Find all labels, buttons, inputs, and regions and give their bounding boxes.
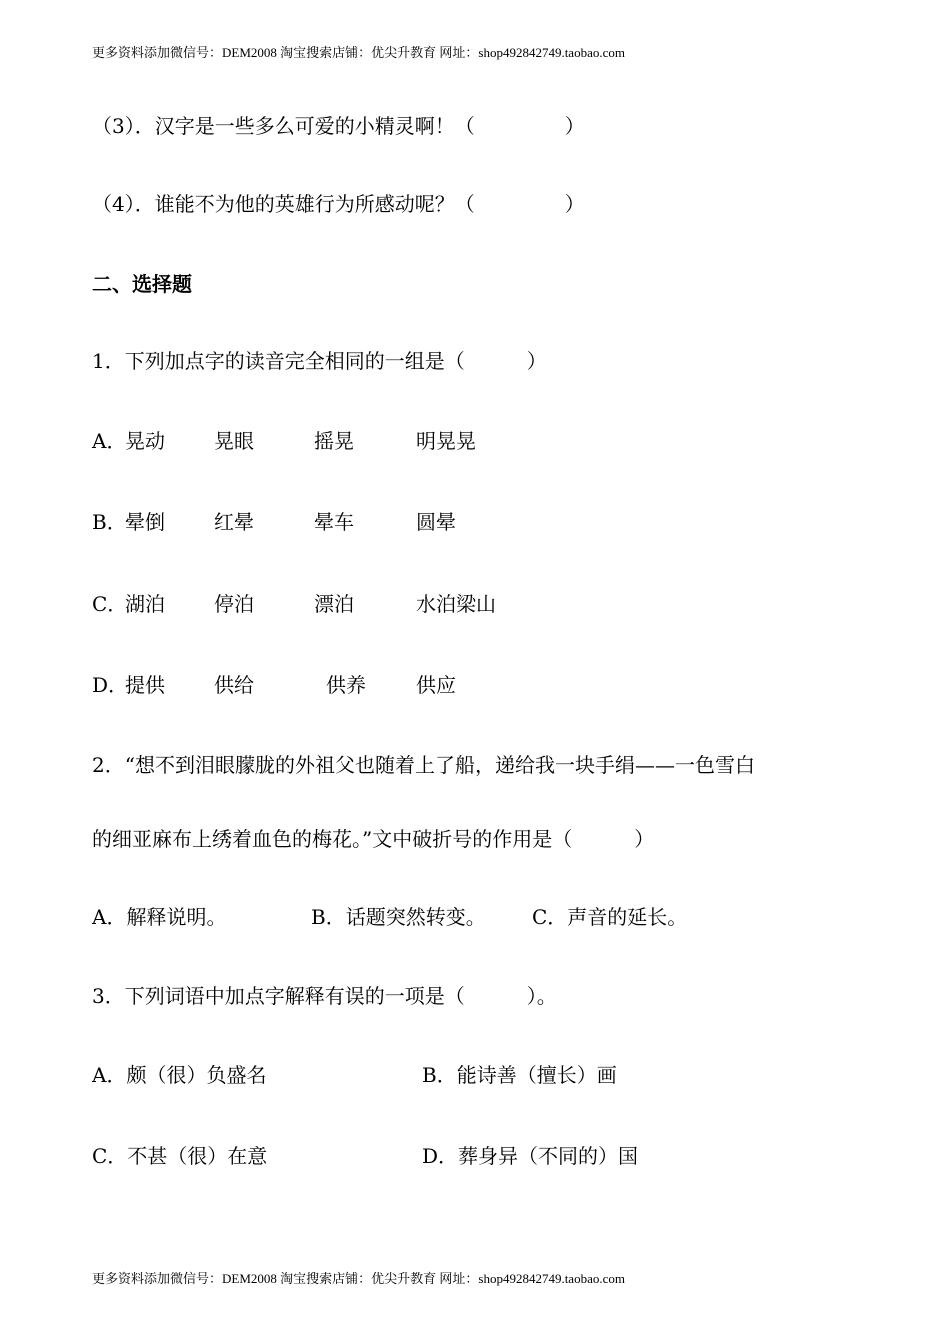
option-word: 红晕 xyxy=(214,510,254,534)
q2-options xyxy=(92,903,792,931)
close-paren: ） xyxy=(634,827,655,851)
option-word: 供给 xyxy=(214,673,254,697)
close-paren: ） xyxy=(526,349,547,373)
question-text: （4）．谁能不为他的英雄行为所感动呢？（ xyxy=(92,192,475,216)
q2-stem-line1: 2．“想不到泪眼朦胧的外祖父也随着上了船，递给我一块手绢——一色雪白 xyxy=(92,753,755,777)
close-paren: ） xyxy=(564,114,585,138)
q2-option-b[interactable]: B．话题突然转变。 xyxy=(311,905,486,929)
option-word: 晃眼 xyxy=(214,429,254,453)
q3-option-a[interactable]: A．颇（很）负盛名 xyxy=(92,1063,267,1087)
close-paren: ） xyxy=(564,192,585,216)
question-text: （3）．汉字是一些多么可爱的小精灵啊！（ xyxy=(92,114,475,138)
q1-option-c[interactable] xyxy=(92,590,692,618)
option-word: 摇晃 xyxy=(314,429,354,453)
page-footer: 更多资料添加微信号：DEM2008 淘宝搜索店铺：优尖升教育 网址：shop492842749.taobao.com xyxy=(92,1271,625,1286)
option-word: 漂泊 xyxy=(314,592,354,616)
q3-option-c[interactable]: C．不甚（很）在意 xyxy=(92,1144,268,1168)
q1-option-b[interactable] xyxy=(92,508,692,536)
option-word: 供养 xyxy=(326,673,366,697)
option-word: 供应 xyxy=(416,673,456,697)
q2-option-c[interactable]: C．声音的延长。 xyxy=(532,905,688,929)
q3-options-row2 xyxy=(92,1142,792,1170)
question-text: 1．下列加点字的读音完全相同的一组是（ xyxy=(92,349,465,373)
q2-stem-line2 xyxy=(92,825,654,853)
option-label: A． xyxy=(92,429,127,453)
page-header: 更多资料添加微信号：DEM2008 淘宝搜索店铺：优尖升教育 网址：shop492842749.taobao.com xyxy=(92,45,625,60)
option-word: 提供 xyxy=(125,673,165,697)
q1-option-d[interactable] xyxy=(92,671,692,699)
option-word: 水泊梁山 xyxy=(416,592,496,616)
q2-option-a[interactable]: A．解释说明。 xyxy=(92,905,227,929)
option-label: D． xyxy=(92,673,129,697)
close-paren: ）。 xyxy=(526,984,557,1008)
option-word: 圆晕 xyxy=(416,510,456,534)
q1-stem xyxy=(92,347,547,375)
option-label: C． xyxy=(92,592,128,616)
question-3-line xyxy=(92,112,585,140)
question-4-line xyxy=(92,190,585,218)
q3-options-row1 xyxy=(92,1061,792,1089)
q3-option-b[interactable]: B．能诗善（擅长）画 xyxy=(422,1063,617,1087)
question-text: 3．下列词语中加点字解释有误的一项是（ xyxy=(92,984,465,1008)
option-word: 晕倒 xyxy=(125,510,165,534)
q3-option-d[interactable]: D．葬身异（不同的）国 xyxy=(422,1144,639,1168)
option-word: 晃动 xyxy=(125,429,165,453)
section-title: 二、选择题 xyxy=(92,272,192,296)
option-word: 停泊 xyxy=(214,592,254,616)
question-text: 的细亚麻布上绣着血色的梅花。”文中破折号的作用是（ xyxy=(92,827,573,851)
option-word: 湖泊 xyxy=(125,592,165,616)
q3-stem xyxy=(92,982,557,1010)
option-word: 晕车 xyxy=(314,510,354,534)
option-word: 明晃晃 xyxy=(416,429,476,453)
option-label: B． xyxy=(92,510,127,534)
q1-option-a[interactable] xyxy=(92,427,692,455)
